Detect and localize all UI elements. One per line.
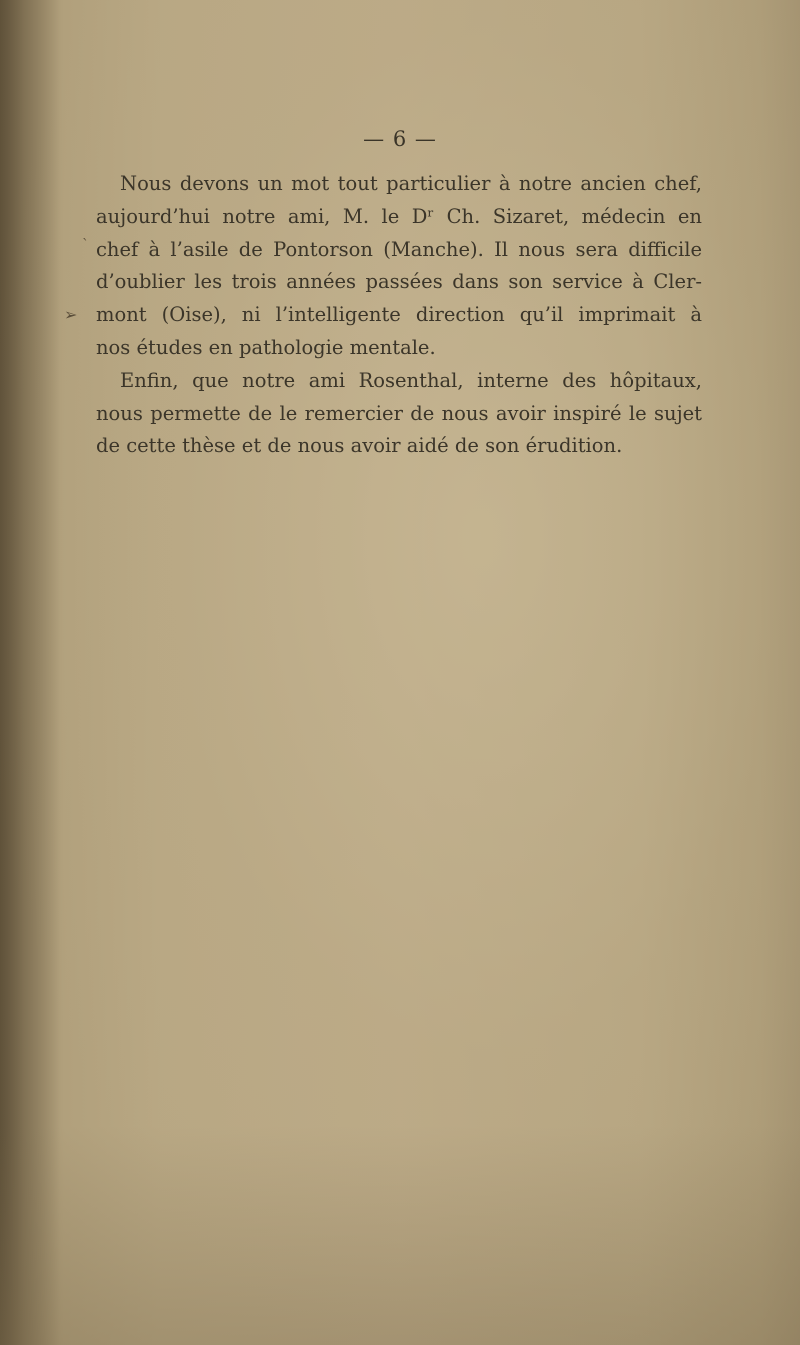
text-line: nous permette de le remercier de nous avoir inspiré le sujet — [96, 401, 702, 425]
text-line: Nous devons un mot tout particulier à notre ancien chef, — [120, 172, 702, 195]
text-line: aujourd’hui notre ami, M. le Dʳ Ch. Sizaret, médecin en — [96, 204, 702, 228]
text-line: de cette thèse et de nous avoir aidé de son érudition. — [96, 434, 623, 458]
margin-tick-mark: ˋ — [82, 237, 89, 253]
page-number: — 6 — — [363, 127, 437, 151]
text-line: mont (Oise), ni l’intelligente direction qu’il imprimait à — [96, 303, 702, 327]
text-line: Enfin, que notre ami Rosenthal, interne des hôpitaux, — [120, 368, 702, 392]
body-text — [96, 168, 702, 463]
text-line: chef à l’asile de Pontorson (Manche). Il nous sera difficile — [96, 237, 702, 261]
margin-arrow-icon: ➢ — [64, 305, 78, 324]
paragraph-acknowledgement-rosenthal — [96, 365, 702, 463]
text-line: d’oublier les trois années passées dans son service à Cler- — [96, 270, 702, 294]
paragraph-acknowledgement-chief — [96, 168, 702, 365]
text-line: nos études en pathologie mentale. — [96, 335, 436, 359]
